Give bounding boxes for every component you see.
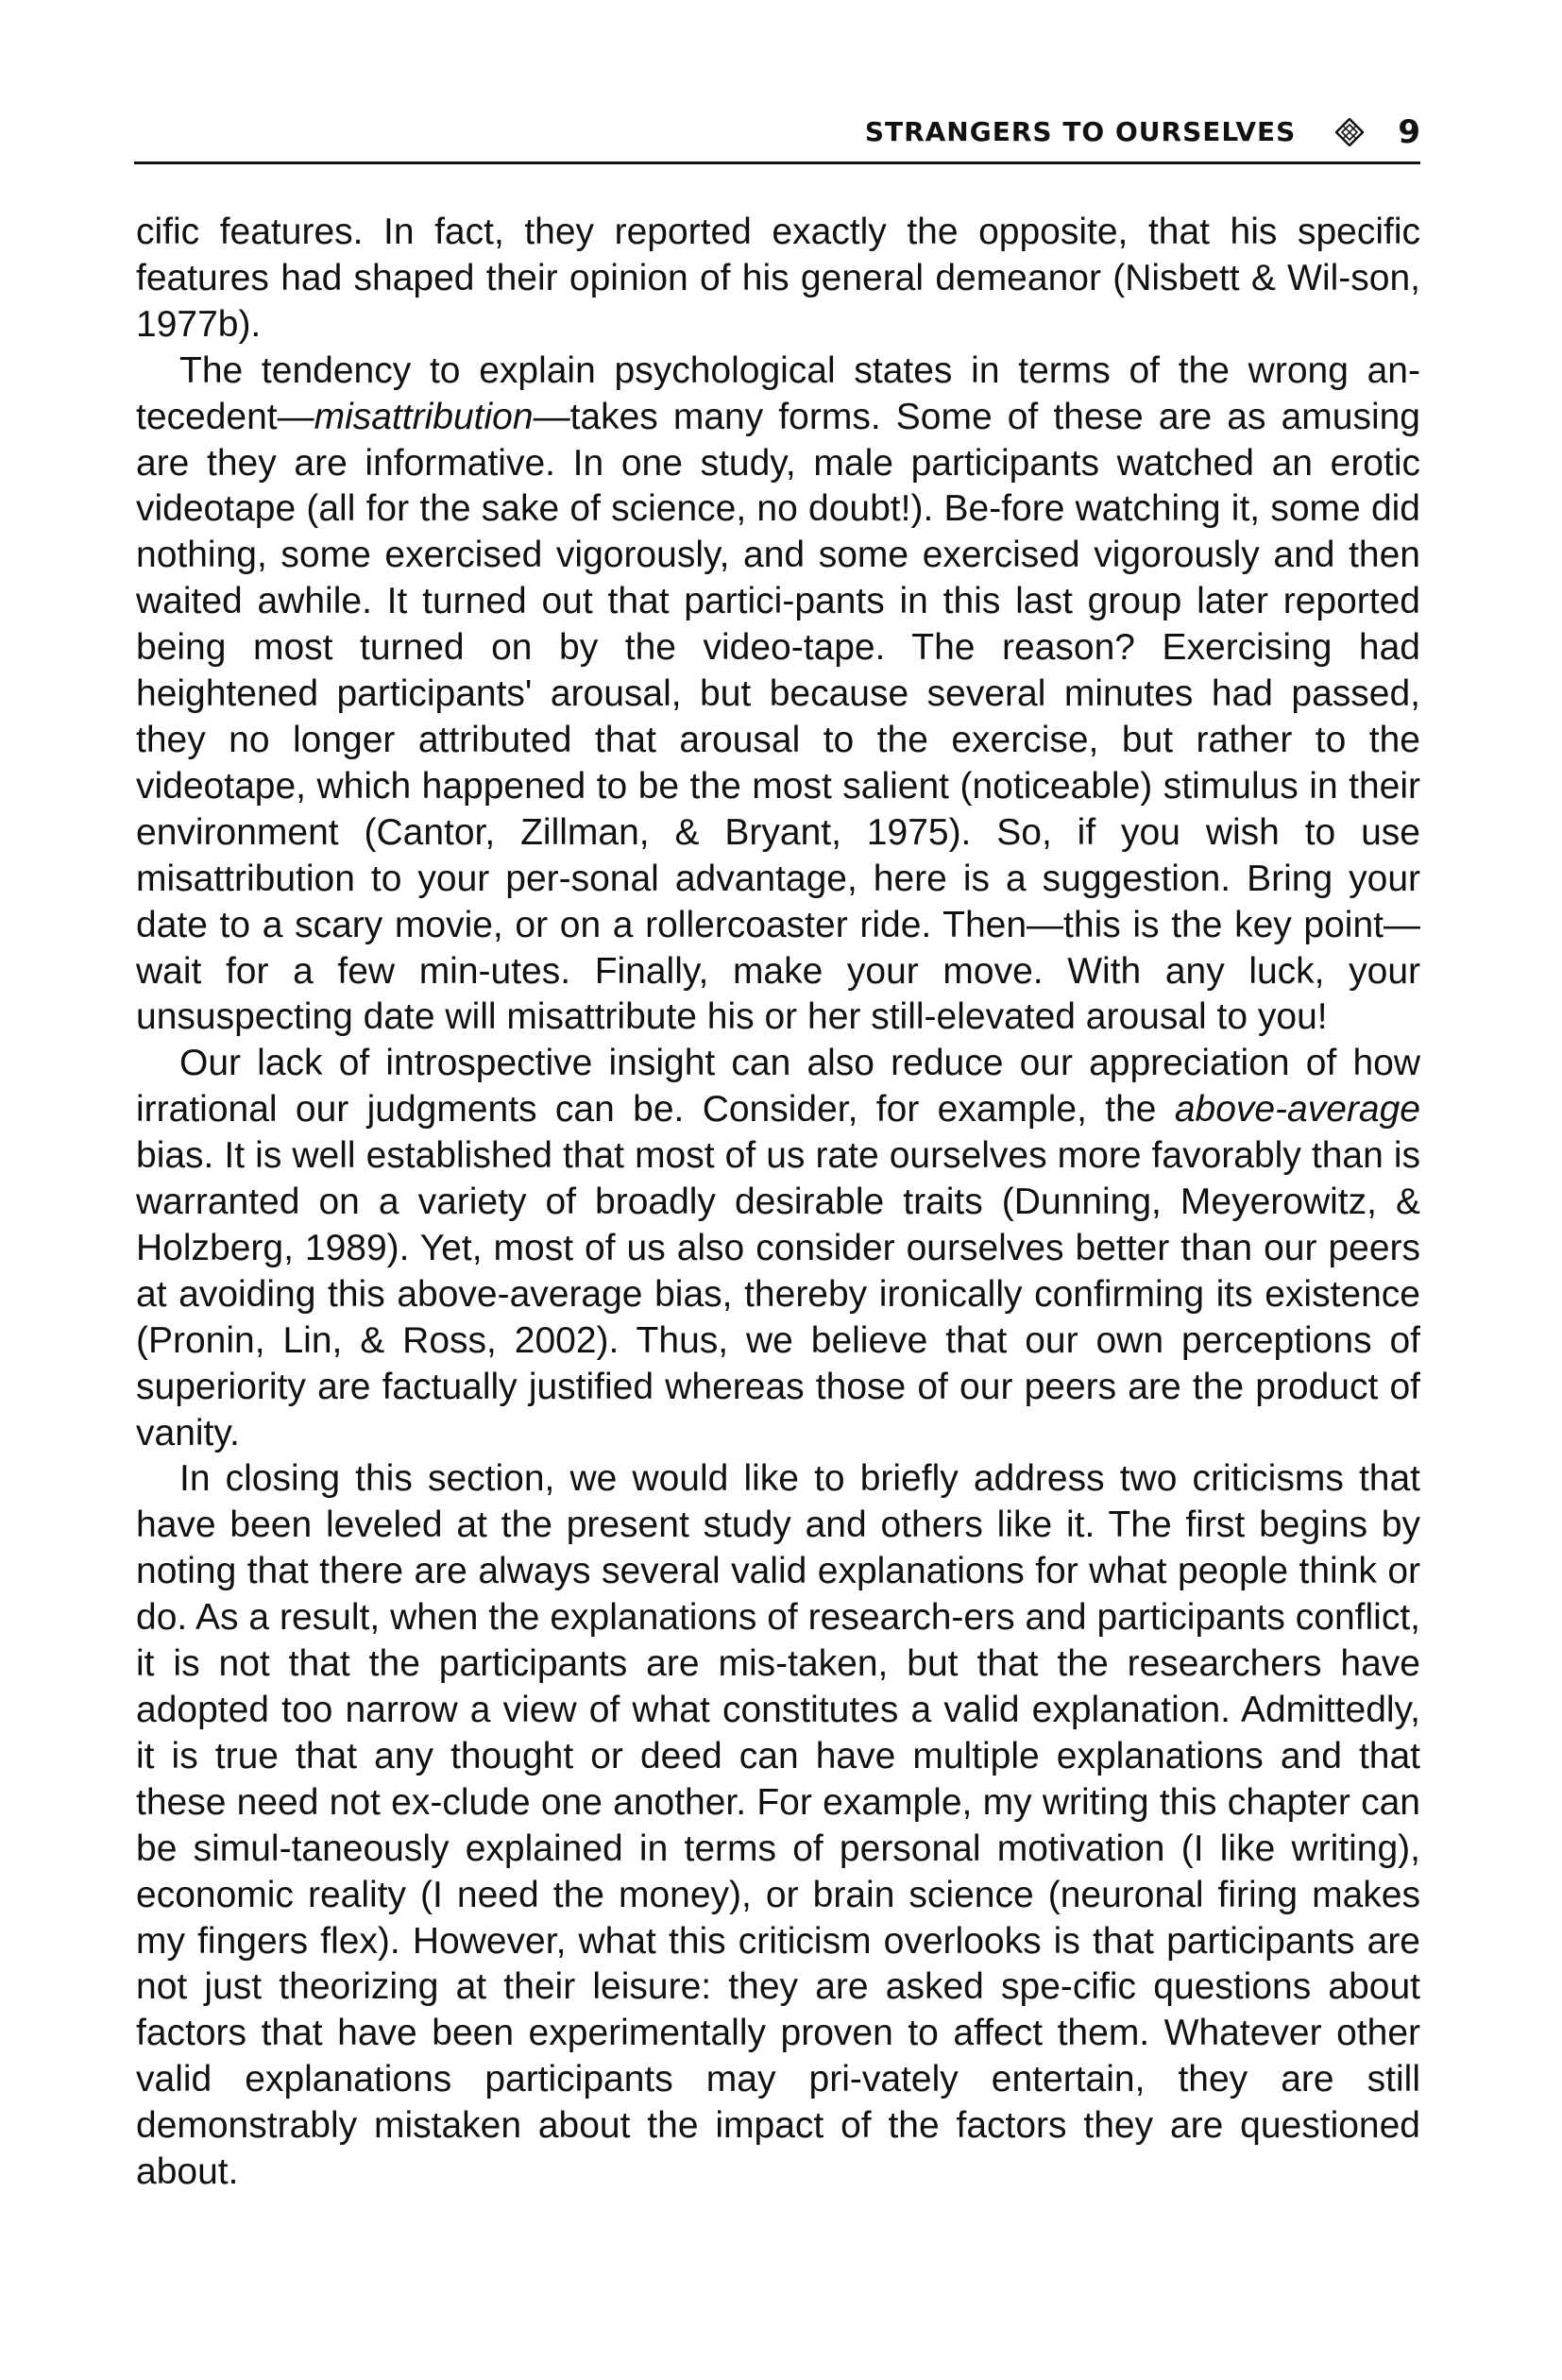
paragraph <box>136 1041 1420 1456</box>
running-head-title: STRANGERS TO OURSELVES <box>864 116 1297 147</box>
paragraph <box>136 348 1420 1042</box>
text-run: —takes many forms. Some of these are as amusing are they are informative. In one study, male participants watched an erotic videotape (all for the sake of science, no doubt!). Be-fore watching it, some did nothing, some exercised vigorously, and some exercised vigorously and then waited awhile. It turned out that partici-pants in this last group later reported being most turned on by the video-tape. The reason? Exercising had heightened participants' arousal, but because several minutes had passed, they no longer attributed that arousal to the exercise, but rather to the videotape, which happened to be the most salient (noticeable) stimulus in their environment (Cantor, Zillman, & Bryant, 1975). So, if you wish to use misattribution to your per-sonal advantage, here is a suggestion. Bring your date to a scary movie, or on a rollercoaster ride. Then—this is the key point—wait for a few min-utes. Finally, make your move. With any luck, your unsuspecting date will misattribute his or her still-elevated arousal to you! <box>136 396 1420 1038</box>
page-number: 9 <box>1398 112 1420 151</box>
text-run: In closing this section, we would like to briefly address two criticisms that have been leveled at the present study and others like it. The first begins by noting that there are always several valid explanations for what people think or do. As a result, when the explanations of research-ers and participants conflict, it is not that the participants are mis-taken, but that the researchers have adopted too narrow a view of what constitutes a valid explanation. Admittedly, it is true that any thought or deed can have multiple explanations and that these need not ex-clude one another. For example, my writing this chapter can be simul-taneously explained in terms of personal motivation (I like writing), economic reality (I need the money), or brain science (neuronal firing makes my fingers flex). However, what this criticism overlooks is that participants are not just theorizing at their leisure: they are asked spe-cific questions about factors that have been experimentally proven to affect them. Whatever other valid explanations participants may pri-vately entertain, they are still demonstrably mistaken about the impact of the factors they are questioned about. <box>136 1458 1420 2193</box>
text-run: Our lack of introspective insight can also reduce our appreciation of how irrational our judgments can be. Consider, for example, the <box>136 1043 1420 1130</box>
text-run: bias. It is well established that most of us rate ourselves more favorably than is warranted on a variety of broadly desirable traits (Dunning, Meyerowitz, & Holzberg, 1989). Yet, most of us also consider ourselves better than our peers at avoiding this above-average bias, thereby ironically confirming its existence (Pronin, Lin, & Ross, 2002). Thus, we believe that our own perceptions of superiority are factually justified whereas those of our peers are the product of vanity. <box>136 1135 1420 1454</box>
body-text <box>136 210 1420 2196</box>
text-run: cific features. In fact, they reported exactly the opposite, that his specific features had shaped their opinion of his general demeanor (Nisbett & Wil-son, 1977b). <box>136 212 1420 345</box>
diamond-ornament-icon <box>1335 118 1364 146</box>
italic-term: above-average <box>1174 1089 1420 1130</box>
text-run: The tendency to explain psychological states in terms of the wrong an-tecedent— <box>136 349 1420 437</box>
italic-term: misattribution <box>314 396 534 437</box>
paragraph <box>136 210 1420 348</box>
running-head <box>134 106 1420 164</box>
paragraph <box>136 1456 1420 2196</box>
